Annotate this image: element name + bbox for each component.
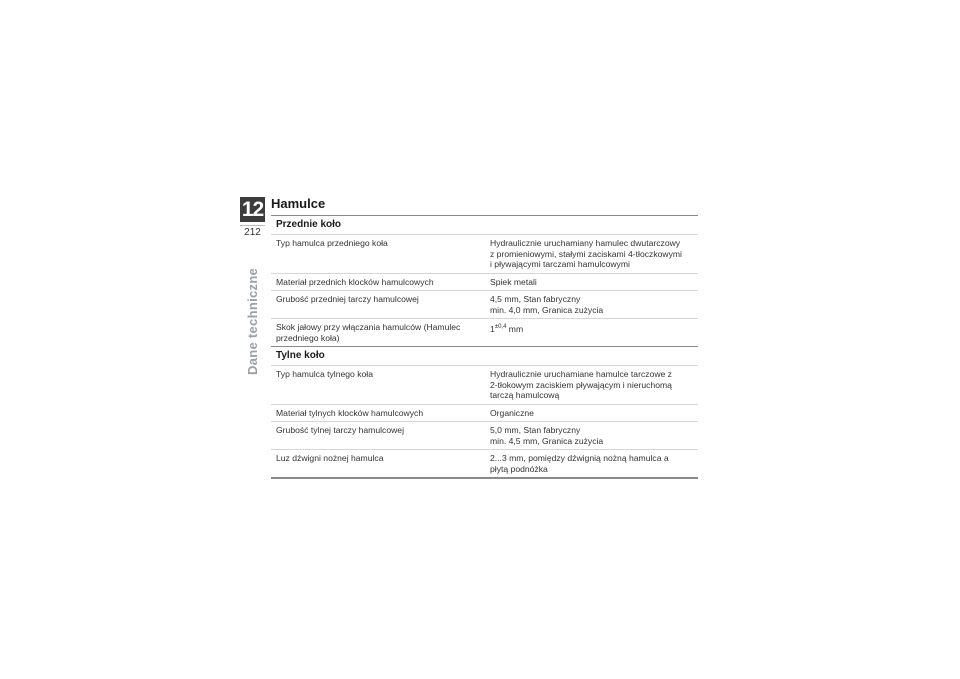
spec-value-line: Spiek metali xyxy=(490,276,537,287)
spec-value-line: z promieniowymi, stałymi zaciskami 4-tłoczkowymi xyxy=(490,248,682,259)
table-bottom-rule xyxy=(271,477,698,479)
spec-label: Luz dźwigni nożnej hamulca xyxy=(276,453,384,463)
spec-label: Grubość tylnej tarczy hamulcowej xyxy=(276,425,404,435)
spec-row xyxy=(271,234,698,273)
spec-value-line: Organiczne xyxy=(490,407,534,418)
spec-row xyxy=(271,365,698,404)
spec-value xyxy=(490,238,698,270)
spec-value-line: Hydraulicznie uruchamiany hamulec dwutarczowy xyxy=(490,238,681,248)
group-title-front-wheel: Przednie koło xyxy=(271,215,698,234)
spec-label: Skok jałowy przy włączania hamulców (Hamulec przedniego koła) xyxy=(276,322,461,343)
spec-value xyxy=(490,453,698,474)
spec-value xyxy=(490,425,698,446)
group-title-rear-wheel: Tylne koło xyxy=(271,346,698,365)
spec-value-unit: mm xyxy=(506,324,524,334)
chapter-side-title-wrap xyxy=(244,245,264,375)
chapter-number: 12 xyxy=(241,198,264,221)
spec-value-line: i pływającymi tarczami hamulcowymi xyxy=(490,259,630,269)
spec-row xyxy=(271,290,698,318)
spec-label: Grubość przedniej tarczy hamulcowej xyxy=(276,294,419,304)
spec-label: Materiał przednich klocków hamulcowych xyxy=(276,276,434,287)
spec-value-line: Hydraulicznie uruchamiane hamulce tarczowe z xyxy=(490,369,672,379)
spec-value-line: tarczą hamulcową xyxy=(490,390,560,400)
spec-value-line: 2-tłokowym zaciskiem pływającym i nieruchomą xyxy=(490,379,672,390)
spec-value xyxy=(490,369,698,401)
spec-value-line: 5,0 mm, Stan fabryczny xyxy=(490,425,581,435)
spec-value-line: płytą podnóżka xyxy=(490,463,548,474)
spec-row xyxy=(271,273,698,291)
spec-row xyxy=(271,318,698,346)
spec-value-line: min. 4,5 mm, Granica zużycia xyxy=(490,435,604,446)
spec-content xyxy=(271,196,698,479)
spec-value xyxy=(490,294,698,315)
section-title: Hamulce xyxy=(271,196,326,211)
chapter-side-title: Dane techniczne xyxy=(245,267,260,375)
spec-value xyxy=(490,408,698,419)
page-number: 212 xyxy=(240,225,265,238)
spec-value xyxy=(490,277,698,288)
spec-value-line: 2...3 mm, pomiędzy dźwignią nożną hamulca a xyxy=(490,453,669,463)
spec-value-tolerance: ±0,4 xyxy=(494,324,507,330)
spec-value-line: min. 4,0 mm, Granica zużycia xyxy=(490,304,604,315)
spec-value-base: 1 xyxy=(490,324,495,334)
spec-value xyxy=(490,322,698,343)
spec-label: Typ hamulca tylnego koła xyxy=(276,369,373,379)
spec-label: Typ hamulca przedniego koła xyxy=(276,238,388,248)
spec-row xyxy=(271,449,698,477)
spec-row xyxy=(271,404,698,422)
spec-value-line: 4,5 mm, Stan fabryczny xyxy=(490,294,581,304)
spec-row xyxy=(271,421,698,449)
spec-label: Materiał tylnych klocków hamulcowych xyxy=(276,407,424,418)
